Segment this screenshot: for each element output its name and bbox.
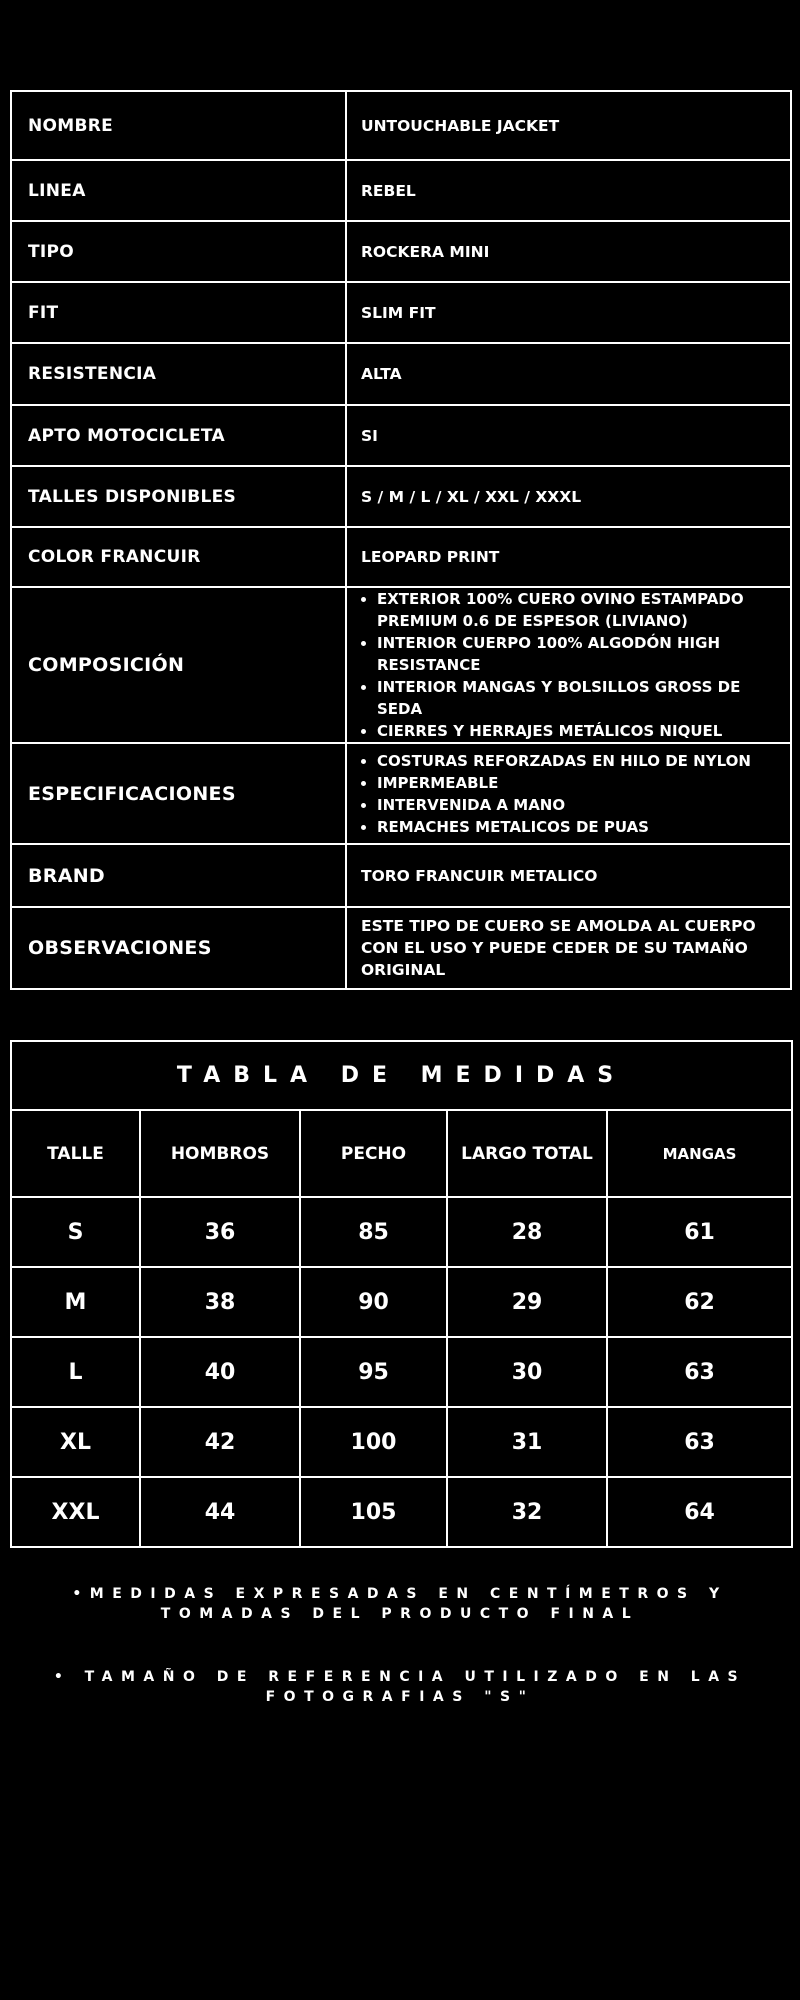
size-chart-title: TABLA DE MEDIDAS	[11, 1041, 792, 1110]
spec-label: OBSERVACIONES	[11, 907, 346, 989]
spec-label: NOMBRE	[11, 91, 346, 160]
product-spec-table	[10, 90, 792, 990]
table-cell: XL	[11, 1407, 140, 1477]
spec-label: ESPECIFICACIONES	[11, 743, 346, 844]
table-cell: 62	[607, 1267, 792, 1337]
spec-value: ALTA	[346, 343, 791, 405]
table-row	[11, 1477, 792, 1547]
especificaciones-list	[361, 750, 784, 838]
spec-label: LINEA	[11, 160, 346, 221]
spec-row-observaciones	[11, 907, 791, 989]
table-row	[11, 1267, 792, 1337]
table-cell: 63	[607, 1407, 792, 1477]
spec-row-nombre	[11, 91, 791, 160]
size-chart-header-row	[11, 1110, 792, 1197]
table-cell: 31	[447, 1407, 607, 1477]
spec-list-cell	[346, 743, 791, 844]
table-cell: 32	[447, 1477, 607, 1547]
table-cell: 42	[140, 1407, 300, 1477]
column-header: HOMBROS	[140, 1110, 300, 1197]
spec-label: COLOR FRANCUIR	[11, 527, 346, 587]
table-cell: 38	[140, 1267, 300, 1337]
spec-row-color	[11, 527, 791, 587]
spec-value: LEOPARD PRINT	[346, 527, 791, 587]
spec-value: ESTE TIPO DE CUERO SE AMOLDA AL CUERPO CON EL USO Y PUEDE CEDER DE SU TAMAÑO ORIGINAL	[346, 907, 791, 989]
spec-value: UNTOUCHABLE JACKET	[346, 91, 791, 160]
list-item: • INTERIOR MANGAS Y BOLSILLOS GROSS DE SEDA	[377, 676, 784, 720]
spec-value: REBEL	[346, 160, 791, 221]
list-item: • CIERRES Y HERRAJES METÁLICOS NIQUEL	[377, 720, 784, 742]
spec-row-especificaciones	[11, 743, 791, 844]
table-cell: M	[11, 1267, 140, 1337]
column-header: PECHO	[300, 1110, 447, 1197]
column-header: MANGAS	[607, 1110, 792, 1197]
list-item: • INTERIOR CUERPO 100% ALGODÓN HIGH RESISTANCE	[377, 632, 784, 676]
table-cell: 105	[300, 1477, 447, 1547]
table-cell: 40	[140, 1337, 300, 1407]
spec-label: APTO MOTOCICLETA	[11, 405, 346, 466]
spec-value: ROCKERA MINI	[346, 221, 791, 282]
spec-row-fit	[11, 282, 791, 343]
spec-label: COMPOSICIÓN	[11, 587, 346, 743]
column-header: LARGO TOTAL	[447, 1110, 607, 1197]
spec-list-cell	[346, 587, 791, 743]
table-cell: 85	[300, 1197, 447, 1267]
table-cell: 95	[300, 1337, 447, 1407]
table-cell: 44	[140, 1477, 300, 1547]
spec-label: TALLES DISPONIBLES	[11, 466, 346, 527]
spec-value: SI	[346, 405, 791, 466]
table-row	[11, 1337, 792, 1407]
spec-row-resistencia	[11, 343, 791, 405]
table-cell: XXL	[11, 1477, 140, 1547]
spec-label: FIT	[11, 282, 346, 343]
table-cell: 64	[607, 1477, 792, 1547]
table-cell: 63	[607, 1337, 792, 1407]
list-item: • COSTURAS REFORZADAS EN HILO DE NYLON	[377, 750, 784, 772]
table-cell: 61	[607, 1197, 792, 1267]
spec-row-apto-motocicleta	[11, 405, 791, 466]
table-cell: 30	[447, 1337, 607, 1407]
spec-row-composicion	[11, 587, 791, 743]
spec-label: RESISTENCIA	[11, 343, 346, 405]
spec-label: BRAND	[11, 844, 346, 907]
table-row	[11, 1197, 792, 1267]
list-item: • EXTERIOR 100% CUERO OVINO ESTAMPADO PREMIUM 0.6 DE ESPESOR (LIVIANO)	[377, 588, 784, 632]
list-item: • IMPERMEABLE	[377, 772, 784, 794]
spec-value: TORO FRANCUIR METALICO	[346, 844, 791, 907]
spec-value: SLIM FIT	[346, 282, 791, 343]
list-item: • REMACHES METALICOS DE PUAS	[377, 816, 784, 838]
spec-label: TIPO	[11, 221, 346, 282]
spec-row-talles	[11, 466, 791, 527]
spec-row-tipo	[11, 221, 791, 282]
table-cell: 90	[300, 1267, 447, 1337]
table-row	[11, 1407, 792, 1477]
table-cell: 28	[447, 1197, 607, 1267]
spec-row-brand	[11, 844, 791, 907]
table-cell: 36	[140, 1197, 300, 1267]
table-cell: 29	[447, 1267, 607, 1337]
table-cell: S	[11, 1197, 140, 1267]
table-cell: L	[11, 1337, 140, 1407]
spec-value: S / M / L / XL / XXL / XXXL	[346, 466, 791, 527]
composicion-list	[361, 588, 784, 742]
column-header: TALLE	[11, 1110, 140, 1197]
list-item: • INTERVENIDA A MANO	[377, 794, 784, 816]
size-chart-table	[10, 1040, 793, 1548]
table-cell: 100	[300, 1407, 447, 1477]
reference-size-note: • TAMAÑO DE REFERENCIA UTILIZADO EN LAS FOTOGRAFIAS "S"	[53, 1669, 747, 1705]
spec-row-linea	[11, 160, 791, 221]
measurement-note: •MEDIDAS EXPRESADAS EN CENTÍMETROS Y TOMADAS DEL PRODUCTO FINAL	[72, 1586, 728, 1622]
